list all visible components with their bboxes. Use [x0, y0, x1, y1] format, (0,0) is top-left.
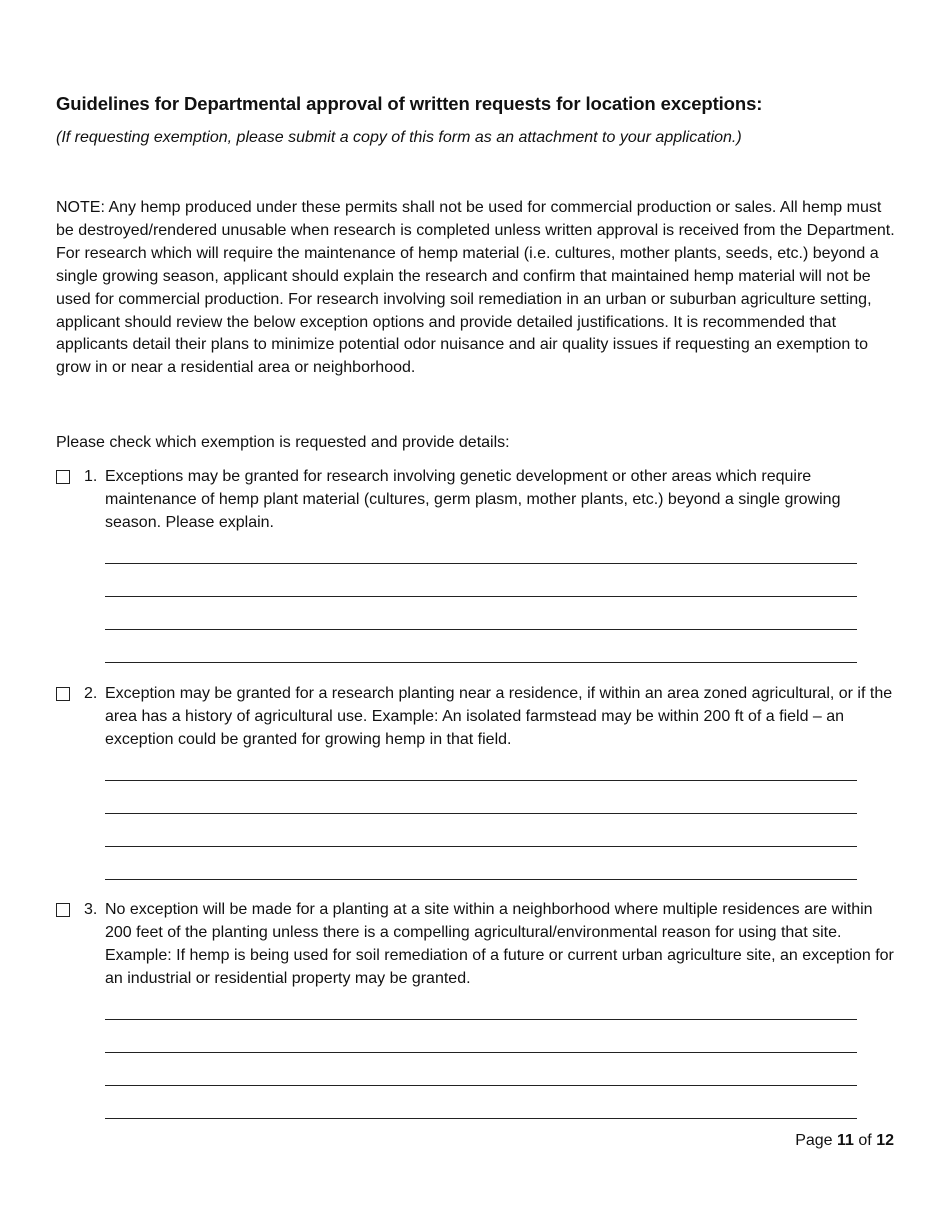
exemption-2-checkbox[interactable] — [56, 687, 70, 701]
page-number — [795, 1132, 894, 1150]
option-text: No exception will be made for a planting at a site within a neighborhood where multiple residences are within 200 feet of the planting unless there is a compelling agricultural/environmental reason for using that site. Example: If hemp is being used for soil remediation of a future or current urban agriculture site, an exception for an industrial or residential property may be granted. — [105, 901, 894, 987]
page-subtitle: (If requesting exemption, please submit a copy of this form as an attachment to your application.) — [56, 129, 742, 146]
of-label: of — [858, 1132, 872, 1149]
exemption-option-1 — [56, 466, 898, 535]
note-paragraph: NOTE: Any hemp produced under these permits shall not be used for commercial production or sales. All hemp must be destroyed/rendered unusable when research is completed unless written approval is received from the Department. For research which will require the maintenance of hemp material (i.e. cultures, mother plants, seeds, etc.) beyond a single growing season, applicant should explain the research and confirm that maintained hemp material will not be used for commercial production. For research involving soil remediation in an urban or suburban agriculture setting, applicant should review the below exception options and provide detailed justifications. It is recommended that applicants detail their plans to minimize potential odor nuisance and air quality issues if requesting an exemption to grow in or near a residential area or neighborhood. — [56, 199, 895, 377]
option-number: 2. — [84, 685, 98, 702]
answer-line-3-3[interactable] — [105, 1085, 857, 1086]
answer-line-1-3[interactable] — [105, 629, 857, 630]
answer-line-2-2[interactable] — [105, 813, 857, 814]
page-label: Page — [795, 1132, 833, 1149]
answer-line-2-4[interactable] — [105, 879, 857, 880]
exemption-option-2 — [56, 683, 898, 752]
exemption-prompt: Please check which exemption is requested and provide details: — [56, 434, 510, 451]
answer-line-3-2[interactable] — [105, 1052, 857, 1053]
exemption-option-3 — [56, 899, 898, 991]
option-text: Exceptions may be granted for research involving genetic development or other areas which require maintenance of hemp plant material (cultures, germ plasm, mother plants, etc.) beyond a single growing season. Please explain. — [105, 468, 841, 531]
answer-line-1-1[interactable] — [105, 563, 857, 564]
total-pages: 12 — [876, 1132, 894, 1149]
option-number: 1. — [84, 468, 98, 485]
current-page: 11 — [837, 1132, 854, 1149]
exemption-1-checkbox[interactable] — [56, 470, 70, 484]
page-title: Guidelines for Departmental approval of written requests for location exceptions: — [56, 93, 763, 114]
answer-line-2-3[interactable] — [105, 846, 857, 847]
answer-line-3-1[interactable] — [105, 1019, 857, 1020]
answer-line-1-2[interactable] — [105, 596, 857, 597]
option-text: Exception may be granted for a research planting near a residence, if within an area zoned agricultural, or if the area has a history of agricultural use. Example: An isolated farmstead may be within 200 ft of a field – an exception could be granted for growing hemp in that field. — [105, 685, 893, 748]
answer-line-2-1[interactable] — [105, 780, 857, 781]
answer-line-3-4[interactable] — [105, 1118, 857, 1119]
exemption-3-checkbox[interactable] — [56, 903, 70, 917]
answer-line-1-4[interactable] — [105, 662, 857, 663]
option-number: 3. — [84, 901, 98, 918]
